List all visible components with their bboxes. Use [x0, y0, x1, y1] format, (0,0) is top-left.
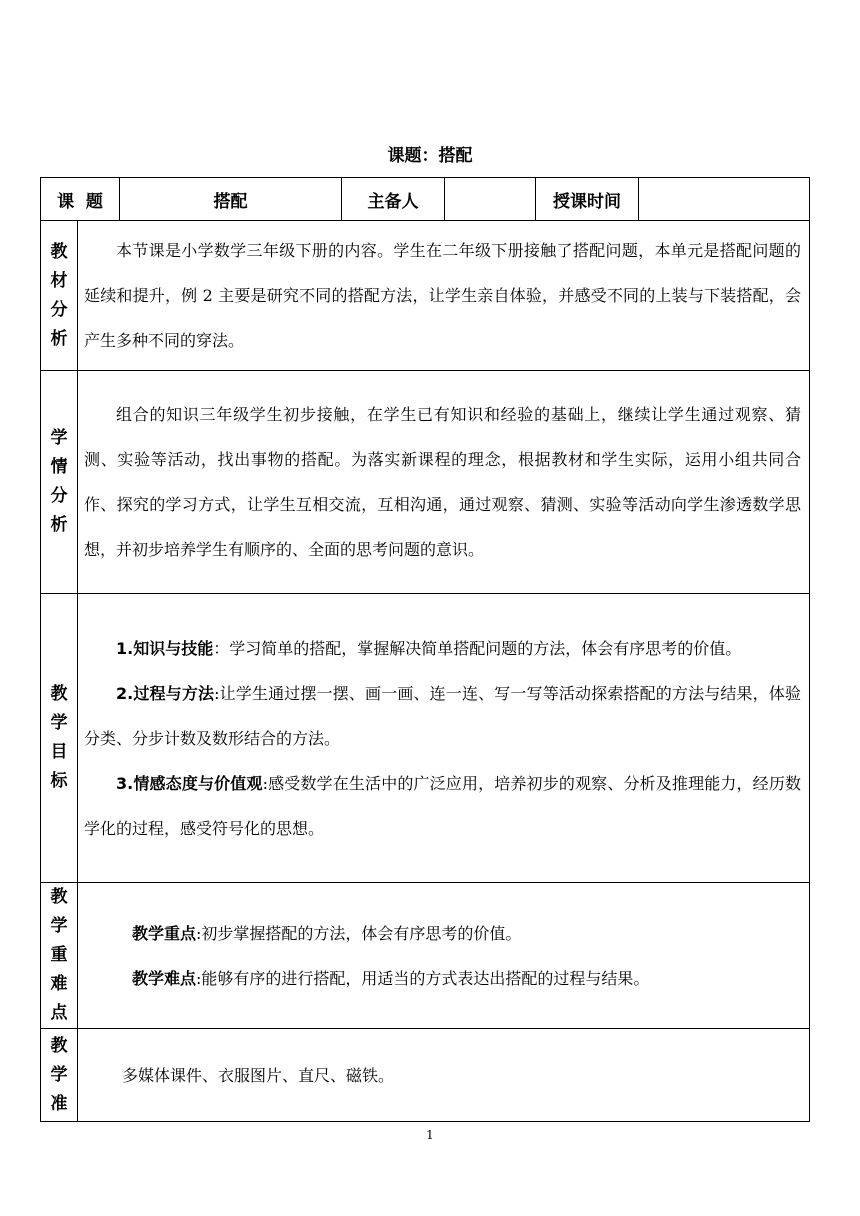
material-analysis-label: 教 材 分 析	[41, 221, 78, 371]
teaching-time-label: 授课时间	[536, 178, 639, 221]
preparer-value	[445, 178, 536, 221]
teaching-prep-row	[41, 1029, 810, 1122]
teaching-prep-label: 教 学 准	[41, 1029, 78, 1122]
material-analysis-text: 本节课是小学数学三年级下册的内容。学生在二年级下册接触了搭配问题，本单元是搭配问题的延续和提升，例 2 主要是研究不同的搭配方法，让学生亲自体验，并感受不同的上装与下装搭配，会产生多种不同的穿法。	[78, 221, 810, 371]
key-point: 教学重点:初步掌握搭配的方法，体会有序思考的价值。	[132, 923, 522, 943]
teaching-time-value	[639, 178, 810, 221]
topic-value: 搭配	[120, 178, 342, 221]
student-analysis-row	[41, 371, 810, 594]
page-number: 1	[426, 1128, 434, 1142]
teaching-prep-text: 多媒体课件、衣服图片、直尺、磁铁。	[78, 1029, 810, 1122]
preparer-label: 主备人	[342, 178, 445, 221]
student-analysis-label: 学 情 分 析	[41, 371, 78, 594]
goal-item: 3.情感态度与价值观:感受数学在生活中的广泛应用，培养初步的观察、分析及推理能力，经历数学化的过程，感受符号化的思想。	[84, 773, 801, 838]
key-difficult-points-row	[41, 883, 810, 1029]
difficult-point: 教学难点:能够有序的进行搭配，用适当的方式表达出搭配的过程与结果。	[132, 968, 650, 988]
goal-item: 2.过程与方法:让学生通过摆一摆、画一画、连一连、写一写等活动探索搭配的方法与结果，体验分类、分步计数及数形结合的方法。	[84, 683, 801, 748]
topic-label: 课 题	[41, 178, 120, 221]
teaching-goals-label: 教 学 目 标	[41, 594, 78, 883]
page-title: 课题：搭配	[387, 146, 473, 166]
key-difficult-points-text	[78, 883, 810, 1029]
lesson-plan-table	[40, 177, 810, 1122]
key-difficult-points-label: 教 学 重 难 点	[41, 883, 78, 1029]
student-analysis-text: 组合的知识三年级学生初步接触，在学生已有知识和经验的基础上，继续让学生通过观察、猜测、实验等活动，找出事物的搭配。为落实新课程的理念，根据教材和学生实际，运用小组共同合作、探究的学习方式，让学生互相交流，互相沟通，通过观察、猜测、实验等活动向学生渗透数学思想，并初步培养学生有顺序的、全面的思考问题的意识。	[78, 371, 810, 594]
teaching-goals-text	[78, 594, 810, 883]
teaching-goals-row	[41, 594, 810, 883]
goal-item: 1.知识与技能：学习简单的搭配，掌握解决简单搭配问题的方法，体会有序思考的价值。	[116, 638, 742, 658]
header-row	[41, 178, 810, 221]
material-analysis-row	[41, 221, 810, 371]
